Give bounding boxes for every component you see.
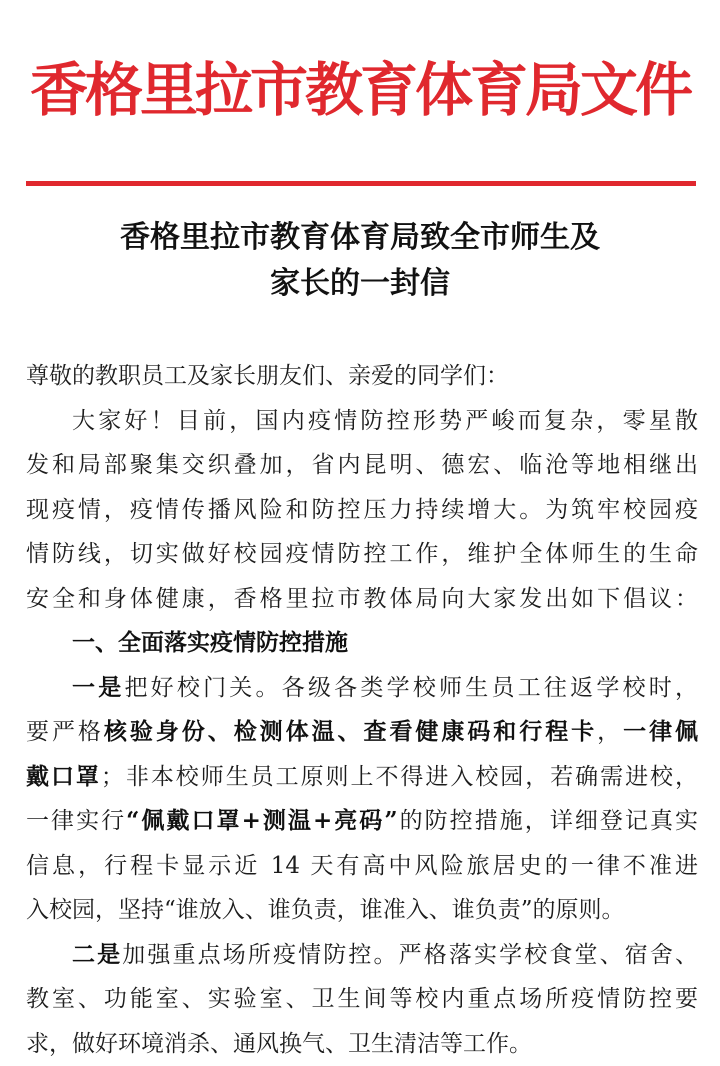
item-2-line-1 (26, 933, 698, 978)
item-1-line-2-sep: ， (597, 719, 623, 745)
item-1-line-3-bold: 戴口罩 (26, 763, 101, 790)
item-1-line-3 (26, 755, 698, 800)
item-1-line-2-pre: 要严格 (26, 719, 104, 745)
item-1-line-1-text: 把好校门关。各级各类学校师生员工往返学校时， (124, 675, 698, 701)
letter-title-line-1: 香格里拉市教育体育局致全市师生及 (0, 215, 720, 261)
intro-line-1: 大家好！目前，国内疫情防控形势严峻而复杂，零星散 (26, 399, 698, 444)
item-1-line-4 (26, 799, 698, 844)
item-1-lead: 一是 (72, 674, 124, 701)
item-1-line-2-bold-2: 一律佩 (623, 718, 698, 745)
intro-line-5: 安全和身体健康，香格里拉市教体局向大家发出如下倡议： (26, 577, 698, 622)
intro-line-3: 现疫情，疫情传播风险和防控压力持续增大。为筑牢校园疫 (26, 488, 698, 533)
letter-body (26, 354, 698, 1066)
item-1-line-1 (26, 666, 698, 711)
item-2-line-3: 求，做好环境消杀、通风换气、卫生清洁等工作。 (26, 1022, 698, 1066)
item-1-line-6: 入校园，坚持“谁放入、谁负责，谁准入、谁负责”的原则。 (26, 888, 698, 933)
item-1-line-3-text: ；非本校师生员工原则上不得进入校园，若确需进校， (101, 764, 698, 790)
item-1-line-2-bold: 核验身份、检测体温、查看健康码和行程卡 (104, 718, 597, 745)
intro-line-4: 情防线，切实做好校园疫情防控工作，维护全体师生的生命 (26, 532, 698, 577)
letter-title-line-2: 家长的一封信 (0, 261, 720, 307)
item-1-line-4-text: 的防控措施，详细登记真实 (398, 808, 698, 834)
item-2-line-2: 教室、功能室、实验室、卫生间等校内重点场所疫情防控要 (26, 977, 698, 1022)
item-2-line-1-text: 加强重点场所疫情防控。严格落实学校食堂、宿舍、 (122, 942, 698, 968)
red-divider-line (26, 181, 696, 186)
section-1-heading-text: 一、全面落实疫情防控措施 (72, 629, 348, 656)
section-1-heading (26, 621, 698, 666)
item-2-lead: 二是 (72, 941, 122, 968)
item-1-line-2 (26, 710, 698, 755)
intro-line-2: 发和局部聚集交织叠加，省内昆明、德宏、临沧等地相继出 (26, 443, 698, 488)
document-header-title: 香格里拉市教育体育局文件 (0, 50, 720, 130)
item-1-line-4-pre: 一律实行 (26, 808, 126, 834)
item-1-line-4-bold: “佩戴口罩+测温+亮码” (126, 807, 397, 834)
item-1-line-5: 信息，行程卡显示近 14 天有高中风险旅居史的一律不准进 (26, 844, 698, 889)
salutation: 尊敬的教职员工及家长朋友们、亲爱的同学们： (26, 354, 698, 399)
letter-title (0, 215, 720, 307)
